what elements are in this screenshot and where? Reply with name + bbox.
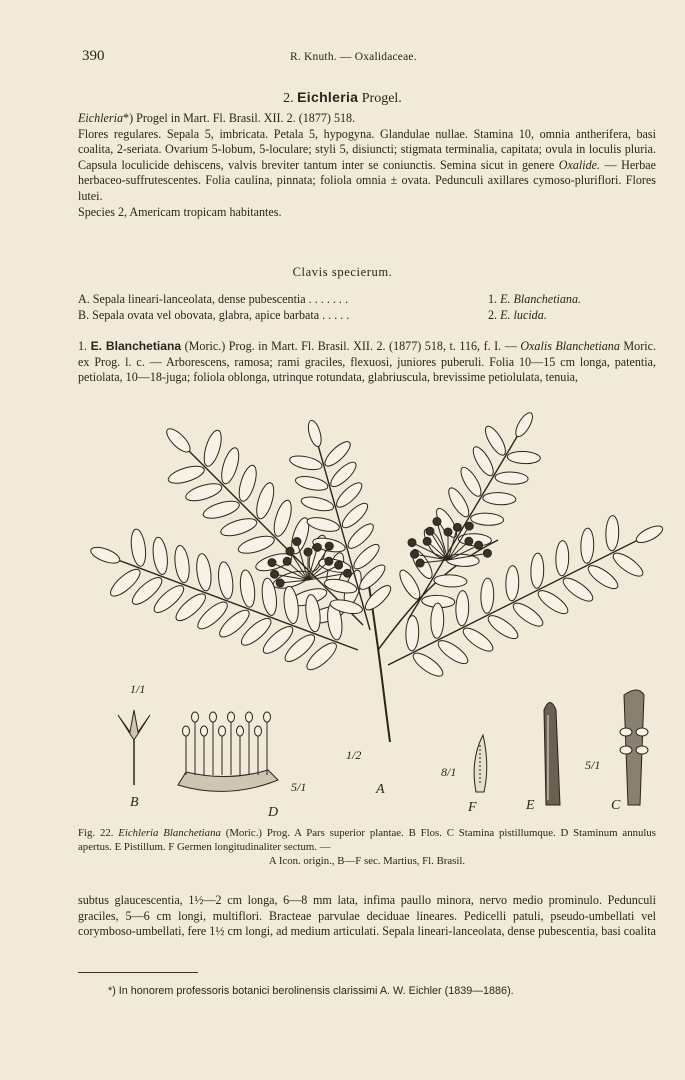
leaflet (495, 471, 529, 485)
genus-heading (0, 89, 685, 107)
species-name: E. Blanchetiana (90, 339, 182, 353)
leaflet (288, 453, 323, 472)
leaflet (585, 562, 621, 593)
leaflet (271, 498, 295, 538)
pistil-e (544, 703, 560, 806)
leaflet (580, 528, 594, 564)
leaflet (435, 637, 471, 668)
label-e: E (526, 798, 535, 813)
leaflet (236, 463, 260, 503)
leaflet (166, 463, 206, 487)
leaflet (219, 515, 259, 539)
leaflet (201, 498, 241, 522)
genus-diagnosis: Flores regulares. Sepala 5, imbricata. Petala 5, hypogyna. Glandulae nullae. Stamina 10, omnia antherifera, basi coalita, 2-seriata. Ovarium 5-lobum, 5-loculare; styli 5, disiuncti; stigmata terminalia, capitata; ovula in loculis pluria. Capsula loculicide dehiscens, valvis breviter tantum inter se coniunctis. Semina sicut in genere Oxalide. — Herbae herbaceo-suffrutescentes. Folia caulina, pinnata; foliola omnia ± ovata. Pedunculi axillares cymoso-pluriflori. Flores lutei. (78, 126, 656, 203)
ovary-section-f (474, 735, 487, 792)
scale-label-c: 5/1 (585, 758, 601, 772)
leaflet (201, 428, 225, 468)
leaflet (236, 533, 276, 557)
stamen-ring-d (178, 712, 278, 791)
label-d: D (268, 805, 279, 820)
leaflet (282, 586, 300, 625)
leaflet (434, 574, 468, 588)
leaflet (430, 603, 444, 639)
leaflet (129, 528, 147, 567)
leaflet (535, 587, 571, 618)
species-entry: 1. E. Blanchetiana (Moric.) Prog. in Mart. Fl. Brasil. XII. 2. (1877) 518, t. 116, f. I. — Oxalis Blanchetiana Moric. ex Prog. l. c. — Arborescens, ramosa; rami graciles, flexuosi, juniores puberuli. Folia 10—15 cm longa, patentia, petiolata, 10—18-juga; foliola oblonga, utrinque rotundata, glabriuscula, brevissime petiolulata, tenuia, (78, 339, 657, 385)
genus-description (78, 111, 656, 220)
scale-label-a: 1/2 (346, 748, 362, 762)
leaflet (482, 423, 509, 457)
leaflet (445, 485, 472, 519)
leaflet (480, 578, 494, 614)
leaflet (610, 549, 646, 580)
stamens-pistil-c (620, 690, 648, 805)
footnote: *) In honorem professoris botanici berolinensis clarissimi A. W. Eichler (1839—1886). (108, 985, 514, 997)
leaf-upper-right (396, 410, 540, 620)
leaflet (396, 567, 423, 601)
leaflet (470, 444, 497, 478)
leaflet (253, 481, 277, 521)
leaflet (560, 574, 596, 605)
leaflet (294, 474, 329, 493)
leaflet (605, 515, 619, 551)
description-continued: subtus glaucescentia, 1½—2 cm longa, 6—8 mm lata, infima paullo minora, nervo medio prominulo. Pedunculi graciles, 5—6 cm longi, multiflori. Bracteae parvulae deciduae lineares. Pedicelli patuli, pseudo-umbellati vel corymboso-umbellati, fere 1½ cm longi, ad medium articulati. Sepala lineari-lanceolata, dense pubescentia, basi coalita (78, 893, 656, 939)
page-header (0, 48, 685, 72)
leaflet (555, 540, 569, 576)
running-title: R. Knuth. — Oxalidaceae. (290, 51, 417, 63)
leaflet (455, 590, 469, 626)
botanical-figure (78, 420, 658, 820)
genus-author: Progel. (361, 91, 402, 106)
scale-label-b: 1/1 (130, 682, 146, 696)
leaflet (405, 615, 419, 651)
label-c: C (611, 798, 621, 813)
leaflet (457, 465, 484, 499)
plant-illustration (78, 420, 658, 820)
leaflet (195, 553, 213, 592)
leaflet (505, 565, 519, 601)
flower-detail-b (118, 710, 150, 785)
label-f: F (468, 800, 477, 815)
key-row-a: A. Sepala lineari-lanceolata, dense pubescentia . . . . . . . 1. E. Blanchetiana. (78, 292, 582, 306)
footnote-rule (78, 972, 198, 973)
leaflet (470, 512, 504, 526)
label-a: A (376, 782, 385, 797)
label-b: B (130, 795, 139, 810)
leaflet (217, 561, 235, 600)
genus-citation: Eichleria*) Progel in Mart. Fl. Brasil. XII. 2. (1877) 518. (78, 111, 356, 125)
leaflet (485, 612, 521, 643)
leaflet (300, 495, 335, 514)
leaflet (460, 624, 496, 655)
leaflet (173, 545, 191, 584)
clavis-title: Clavis specierum. (292, 265, 393, 279)
species-count: Species 2, Americam tropicam habitantes. (78, 204, 282, 219)
page-number: 390 (82, 48, 105, 64)
leaflet (410, 649, 446, 680)
leaflet (483, 492, 517, 506)
leaflet (530, 553, 544, 589)
leaflet (184, 480, 224, 504)
genus-number: 2. (283, 91, 294, 106)
leaflet (510, 599, 546, 630)
leaflet (238, 569, 256, 608)
scale-label-d: 5/1 (291, 780, 307, 794)
genus-name: Eichleria (297, 89, 359, 105)
leaflet (306, 515, 341, 534)
leaflet (507, 451, 541, 465)
key-row-b: B. Sepala ovata vel obovata, glabra, apice barbata . . . . . 2. E. lucida. (78, 308, 547, 322)
leaflet (151, 536, 169, 575)
scale-label-f: 8/1 (441, 765, 457, 779)
figure-caption: Fig. 22. Eichleria Blanchetiana (Moric.) Prog. A Pars superior plantae. B Flos. C Stamina pistillumque. D Staminum annulus apertus. E Pistillum. F Germen longitudinaliter sectum. — A Icon. origin., B—F sec. Martius, Fl. Brasil. (78, 827, 656, 867)
leaflet (218, 446, 242, 486)
